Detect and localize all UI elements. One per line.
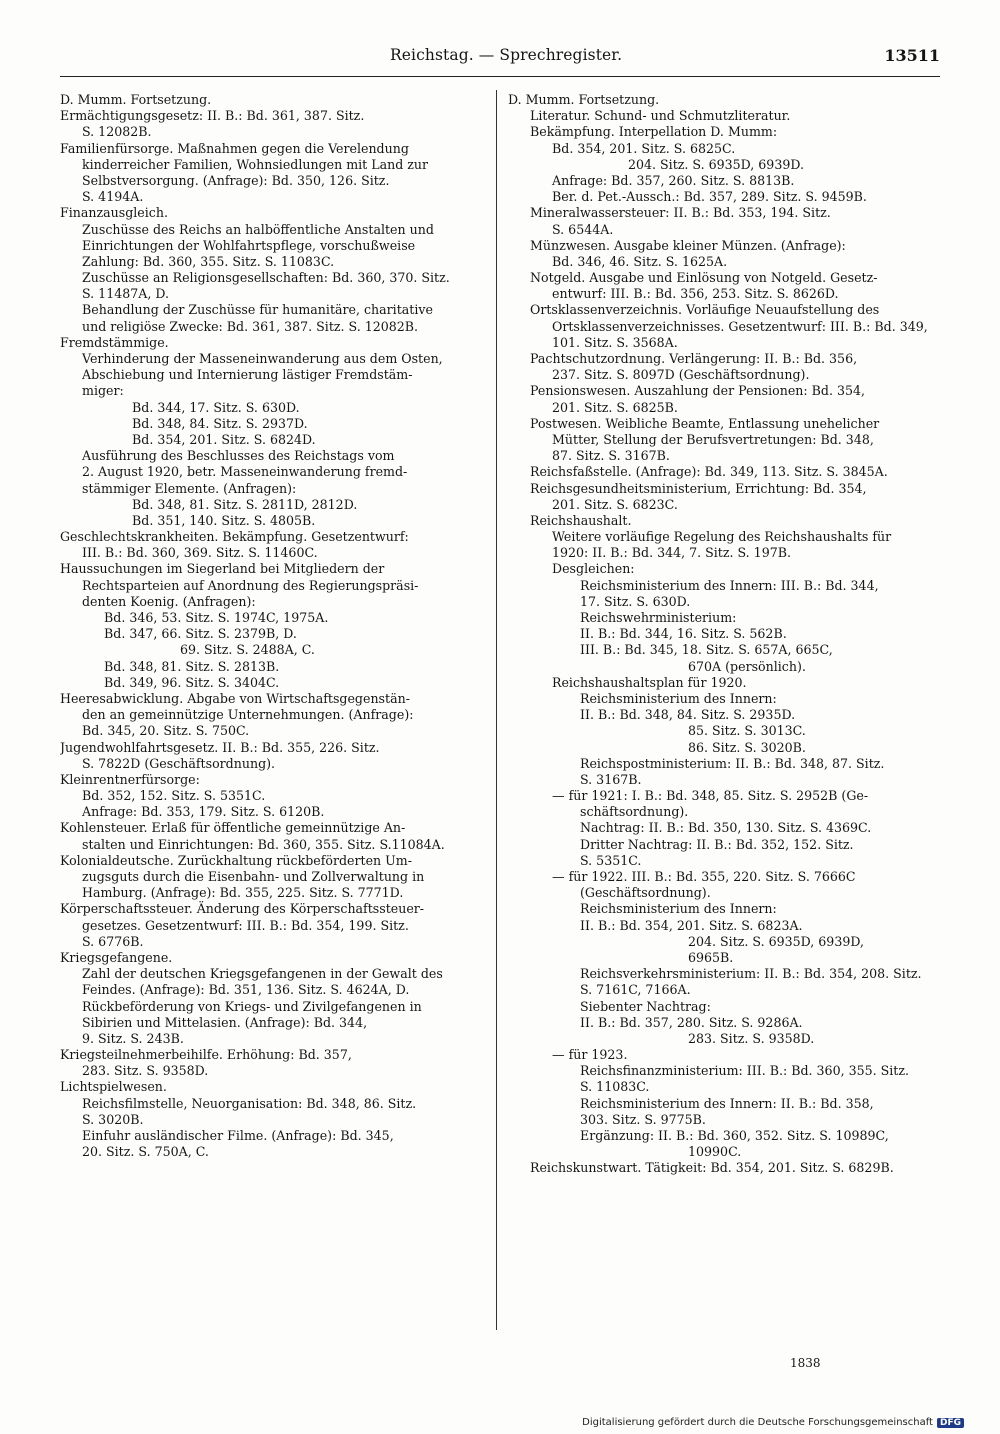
index-line: Ortsklassenverzeichnis. Vorläufige Neuaufstellung des (530, 302, 880, 318)
index-line: Reichshaushalt. (530, 512, 632, 528)
index-line: Reichshaushaltsplan für 1920. (552, 674, 747, 690)
right-column (508, 92, 930, 1177)
index-line: stämmiger Elemente. (Anfragen): (82, 480, 297, 496)
index-line: Fremdstämmige. (60, 334, 169, 350)
index-line: 204. Sitz. S. 6935D, 6939D, (688, 933, 864, 949)
index-line: III. B.: Bd. 345, 18. Sitz. S. 657A, 665C, (580, 642, 833, 658)
index-line: Dritter Nachtrag: II. B.: Bd. 352, 152. Sitz. (580, 836, 854, 852)
index-line: — für 1922. III. B.: Bd. 355, 220. Sitz. S. 7666C (552, 869, 856, 884)
index-line: 10990C. (688, 1144, 742, 1160)
index-line: Reichsfilmstelle, Neuorganisation: Bd. 348, 86. Sitz. (82, 1095, 417, 1111)
index-line: 283. Sitz. S. 9358D. (688, 1030, 815, 1046)
index-line: 101. Sitz. S. 3568A. (552, 334, 678, 350)
index-line: Körperschaftssteuer. Änderung des Körperschaftssteuer- (60, 901, 425, 917)
index-line: Zahlung: Bd. 360, 355. Sitz. S. 11083C. (82, 253, 335, 269)
index-line: Reichsministerium des Innern: II. B.: Bd. 358, (580, 1095, 874, 1111)
index-line: S. 3020B. (82, 1111, 144, 1127)
index-line: (Geschäftsordnung). (580, 885, 711, 901)
index-line: 69. Sitz. S. 2488A, C. (180, 642, 315, 658)
index-line: Münzwesen. Ausgabe kleiner Münzen. (Anfrage): (530, 237, 846, 253)
index-line: Anfrage: Bd. 357, 260. Sitz. S. 8813B. (552, 172, 795, 188)
page-number: 13511 (884, 46, 940, 65)
index-line: miger: (82, 383, 124, 399)
index-line: Zuschüsse des Reichs an halböffentliche Anstalten und (82, 221, 434, 237)
index-line: 2. August 1920, betr. Masseneinwanderung fremd- (82, 464, 408, 480)
index-line: entwurf: III. B.: Bd. 356, 253. Sitz. S. 8626D. (552, 286, 839, 302)
index-line: Bd. 348, 84. Sitz. S. 2937D. (132, 415, 308, 431)
index-line: S. 4194A. (82, 189, 144, 205)
index-line: 85. Sitz. S. 3013C. (688, 723, 806, 739)
index-line: Ortsklassenverzeichnisses. Gesetzentwurf: III. B.: Bd. 349, (552, 318, 928, 334)
index-line: II. B.: Bd. 348, 84. Sitz. S. 2935D. (580, 707, 796, 723)
dfg-logo: DFG (937, 1418, 964, 1428)
index-line: Reichsverkehrsministerium: II. B.: Bd. 354, 208. Sitz. (580, 966, 922, 982)
index-line: Bd. 345, 20. Sitz. S. 750C. (82, 723, 250, 739)
index-line: Kriegsgefangene. (60, 949, 173, 965)
index-line: Pensionswesen. Auszahlung der Pensionen: Bd. 354, (530, 383, 865, 399)
index-line: Ausführung des Beschlusses des Reichstags vom (82, 448, 395, 464)
index-line: Bd. 346, 46. Sitz. S. 1625A. (552, 253, 728, 269)
left-column (60, 92, 478, 1160)
index-line: gesetzes. Gesetzentwurf: III. B.: Bd. 354, 199. Sitz. (82, 917, 409, 933)
index-line: Einrichtungen der Wohlfahrtspflege, vorschußweise (82, 237, 416, 253)
index-line: Rückbeförderung von Kriegs- und Zivilgefangenen in (82, 998, 422, 1014)
index-line: 17. Sitz. S. 630D. (580, 593, 691, 609)
index-line: und religiöse Zwecke: Bd. 361, 387. Sitz. S. 12082B. (82, 318, 419, 334)
index-line: Geschlechtskrankheiten. Bekämpfung. Gesetzentwurf: (60, 529, 409, 545)
index-line: den an gemeinnützige Unternehmungen. (Anfrage): (82, 707, 414, 723)
index-line: Kriegsteilnehmerbeihilfe. Erhöhung: Bd. 357, (60, 1047, 352, 1063)
index-line: Kohlensteuer. Erlaß für öffentliche gemeinnützige An- (60, 820, 406, 836)
credit-text: Digitalisierung gefördert durch die Deutsche Forschungsgemeinschaft (582, 1417, 933, 1428)
index-line: Hamburg. (Anfrage): Bd. 355, 225. Sitz. S. 7771D. (82, 885, 404, 901)
index-line: 87. Sitz. S. 3167B. (552, 448, 670, 464)
index-line: 283. Sitz. S. 9358D. (82, 1063, 209, 1079)
index-line: Reichsfinanzministerium: III. B.: Bd. 360, 355. Sitz. (580, 1063, 909, 1079)
index-line: kinderreicher Familien, Wohnsiedlungen mit Land zur (82, 156, 429, 172)
index-line: Reichswehrministerium: (580, 610, 737, 625)
index-line: III. B.: Bd. 360, 369. Sitz. S. 11460C. (82, 545, 318, 561)
index-line: 20. Sitz. S. 750A, C. (82, 1144, 209, 1160)
index-line: S. 3167B. (580, 771, 642, 787)
index-line: Feindes. (Anfrage): Bd. 351, 136. Sitz. S. 4624A, D. (82, 982, 410, 998)
index-line: S. 11487A, D. (82, 286, 169, 302)
index-line: Ber. d. Pet.-Aussch.: Bd. 357, 289. Sitz. S. 9459B. (552, 189, 867, 205)
index-line: Nachtrag: II. B.: Bd. 350, 130. Sitz. S. 4369C. (580, 820, 872, 836)
index-line: Bekämpfung. Interpellation D. Mumm: (530, 124, 778, 140)
index-line: 303. Sitz. S. 9775B. (580, 1111, 706, 1127)
digitization-credit (582, 1417, 964, 1428)
index-line: Bd. 346, 53. Sitz. S. 1974C, 1975A. (104, 610, 329, 625)
index-line: Siebenter Nachtrag: (580, 998, 711, 1014)
index-line: Kolonialdeutsche. Zurückhaltung rückbeförderten Um- (60, 852, 412, 868)
index-line: Kleinrentnerfürsorge: (60, 771, 200, 787)
index-line: denten Koenig. (Anfragen): (82, 593, 256, 609)
index-line: — für 1923. (552, 1047, 628, 1063)
index-line: 9. Sitz. S. 243B. (82, 1030, 184, 1046)
index-line: Reichsgesundheitsministerium, Errichtung: Bd. 354, (530, 480, 867, 496)
index-line: Familienfürsorge. Maßnahmen gegen die Verelendung (60, 140, 409, 156)
index-line: 204. Sitz. S. 6935D, 6939D. (628, 156, 804, 172)
index-line: Ergänzung: II. B.: Bd. 360, 352. Sitz. S. 10989C, (580, 1128, 889, 1143)
index-line: Bd. 348, 81. Sitz. S. 2811D, 2812D. (132, 496, 358, 512)
index-line: S. 7822D (Geschäftsordnung). (82, 755, 276, 771)
index-line: S. 7161C, 7166A. (580, 982, 691, 998)
index-line: D. Mumm. Fortsetzung. (508, 92, 660, 107)
index-line: S. 6544A. (552, 221, 614, 237)
index-line: Reichspostministerium: II. B.: Bd. 348, 87. Sitz. (580, 755, 885, 771)
index-line: II. B.: Bd. 357, 280. Sitz. S. 9286A. (580, 1014, 803, 1030)
index-line: 6965B. (688, 949, 734, 965)
index-line: Behandlung der Zuschüsse für humanitäre, charitative (82, 302, 433, 318)
index-line: Bd. 344, 17. Sitz. S. 630D. (132, 399, 300, 415)
index-line: Reichsministerium des Innern: III. B.: Bd. 344, (580, 577, 879, 593)
index-line: Ermächtigungsgesetz: II. B.: Bd. 361, 387. Sitz. (60, 108, 365, 124)
index-line: Rechtsparteien auf Anordnung des Regierungspräsi- (82, 577, 419, 593)
index-line: Finanzausgleich. (60, 205, 168, 221)
index-line: Mineralwassersteuer: II. B.: Bd. 353, 194. Sitz. (530, 205, 831, 221)
index-line: D. Mumm. Fortsetzung. (60, 92, 212, 107)
index-line: 1920: II. B.: Bd. 344, 7. Sitz. S. 197B. (552, 545, 791, 561)
index-line: 201. Sitz. S. 6823C. (552, 496, 678, 512)
index-line: Weitere vorläufige Regelung des Reichshaushalts für (552, 529, 892, 545)
index-line: 670A (persönlich). (688, 658, 806, 674)
index-line: Zahl der deutschen Kriegsgefangenen in der Gewalt des (82, 966, 443, 982)
index-line: 237. Sitz. S. 8097D (Geschäftsordnung). (552, 367, 810, 383)
index-line: Pachtschutzordnung. Verlängerung: II. B.: Bd. 356, (530, 351, 858, 366)
index-line: Einfuhr ausländischer Filme. (Anfrage): Bd. 345, (82, 1128, 394, 1143)
index-line: stalten und Einrichtungen: Bd. 360, 355. Sitz. S.11084A. (82, 836, 445, 852)
index-line: schäftsordnung). (580, 804, 689, 820)
index-line: Heeresabwicklung. Abgabe von Wirtschaftsgegenstän- (60, 690, 410, 706)
index-line: II. B.: Bd. 344, 16. Sitz. S. 562B. (580, 626, 787, 642)
index-line: Verhinderung der Masseneinwanderung aus dem Osten, (82, 351, 443, 366)
index-line: Reichskunstwart. Tätigkeit: Bd. 354, 201. Sitz. S. 6829B. (530, 1160, 894, 1176)
index-line: S. 11083C. (580, 1079, 650, 1095)
index-line: 201. Sitz. S. 6825B. (552, 399, 678, 415)
index-line: Bd. 349, 96. Sitz. S. 3404C. (104, 674, 280, 690)
index-line: Notgeld. Ausgabe und Einlösung von Notgeld. Gesetz- (530, 270, 878, 286)
running-title: Reichstag. — Sprechregister. (390, 46, 623, 64)
index-line: Haussuchungen im Siegerland bei Mitgliedern der (60, 561, 385, 577)
index-line: Reichsministerium des Innern: (580, 901, 777, 917)
index-line: Postwesen. Weibliche Beamte, Entlassung unehelicher (530, 415, 880, 431)
index-line: S. 5351C. (580, 852, 642, 868)
index-line: Abschiebung und Internierung lästiger Fremdstäm- (82, 367, 413, 383)
index-line: Bd. 354, 201. Sitz. S. 6824D. (132, 431, 316, 447)
index-line: Sibirien und Mittelasien. (Anfrage): Bd. 344, (82, 1014, 368, 1030)
index-line: Reichsfaßstelle. (Anfrage): Bd. 349, 113. Sitz. S. 3845A. (530, 464, 888, 480)
index-line: Selbstversorgung. (Anfrage): Bd. 350, 126. Sitz. (82, 172, 390, 188)
index-line: — für 1921: I. B.: Bd. 348, 85. Sitz. S. 2952B (Ge- (552, 788, 869, 804)
index-line: Jugendwohlfahrtsgesetz. II. B.: Bd. 355, 226. Sitz. (60, 739, 380, 755)
index-line: 86. Sitz. S. 3020B. (688, 739, 806, 755)
index-line: Bd. 351, 140. Sitz. S. 4805B. (132, 512, 316, 528)
index-line: S. 6776B. (82, 933, 144, 949)
index-line: Zuschüsse an Religionsgesellschaften: Bd. 360, 370. Sitz. (82, 270, 450, 286)
column-divider (496, 90, 497, 1330)
index-line: Reichsministerium des Innern: (580, 690, 777, 706)
footer-number: 1838 (790, 1356, 821, 1370)
index-line: Mütter, Stellung der Berufsvertretungen: Bd. 348, (552, 431, 874, 447)
page-header (60, 46, 940, 72)
index-line: Bd. 347, 66. Sitz. S. 2379B, D. (104, 626, 297, 642)
index-line: S. 12082B. (82, 124, 152, 140)
index-line: II. B.: Bd. 354, 201. Sitz. S. 6823A. (580, 917, 803, 933)
index-line: Bd. 352, 152. Sitz. S. 5351C. (82, 788, 266, 804)
header-rule (60, 76, 940, 77)
index-line: Bd. 348, 81. Sitz. S. 2813B. (104, 658, 280, 674)
index-line: Literatur. Schund- und Schmutzliteratur. (530, 108, 791, 124)
index-line: Bd. 354, 201. Sitz. S. 6825C. (552, 140, 736, 156)
index-line: Desgleichen: (552, 561, 635, 577)
index-line: Lichtspielwesen. (60, 1079, 167, 1095)
index-line: Anfrage: Bd. 353, 179. Sitz. S. 6120B. (82, 804, 325, 820)
index-line: zugsguts durch die Eisenbahn- und Zollverwaltung in (82, 869, 425, 884)
